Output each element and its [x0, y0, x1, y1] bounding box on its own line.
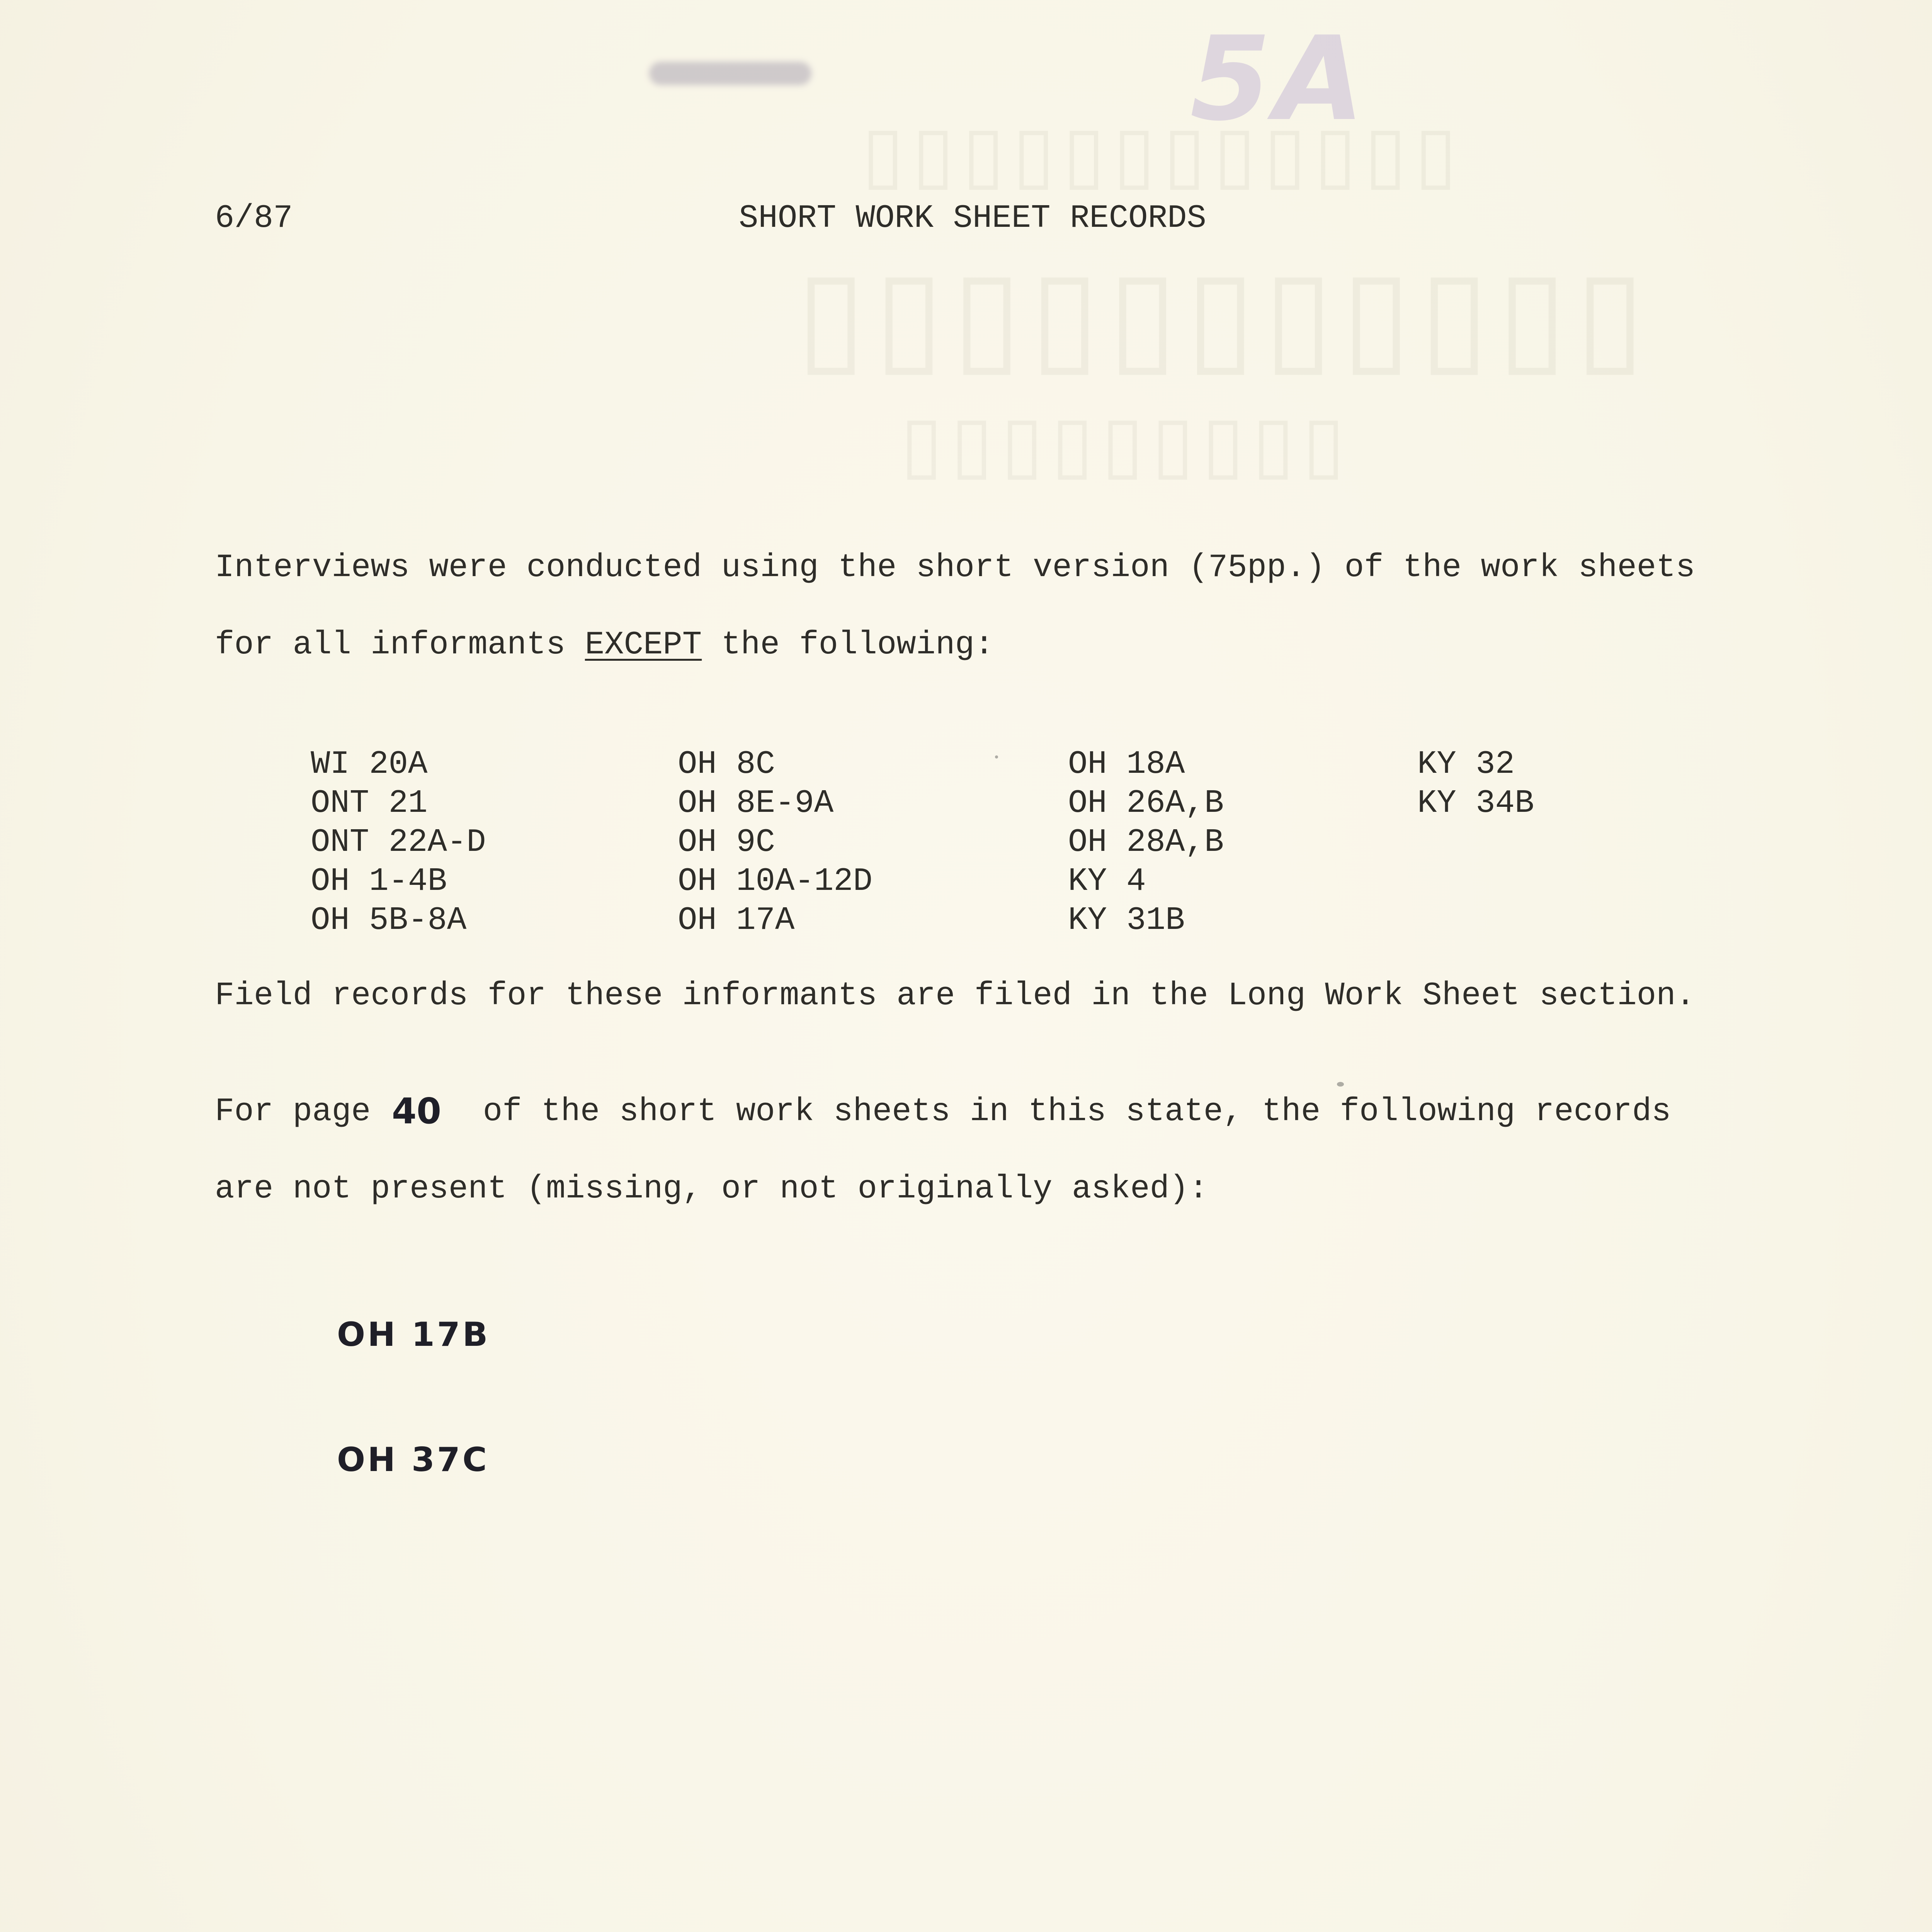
paper-speck — [1337, 1082, 1344, 1087]
exceptions-list — [311, 745, 1547, 946]
page-title: SHORT WORK SHEET RECORDS — [739, 200, 1206, 237]
bleed-through-mark: ▯▯▯▯▯▯▯▯▯ — [900, 402, 1353, 487]
paper-speck — [995, 755, 998, 759]
bleed-through-mark: ▯▯▯▯▯▯▯▯▯▯▯▯ — [862, 112, 1465, 197]
intro-prefix: for all informants — [215, 627, 585, 663]
intro-suffix: the following: — [702, 627, 994, 663]
handwritten-record: OH 37C — [337, 1440, 489, 1479]
faded-stamp: 5A — [1190, 12, 1368, 146]
list-item: OH 5B-8A — [311, 902, 467, 939]
list-item: OH 8E-9A — [678, 785, 834, 822]
list-item: OH 26A,B — [1068, 785, 1224, 822]
missing-suffix: of the short work sheets in this state, the following records — [483, 1094, 1671, 1130]
intro-line-1: Interviews were conducted using the short version (75pp.) of the work sheets — [215, 549, 1696, 586]
exceptions-column — [678, 745, 872, 940]
handwritten-page-number: 40 — [392, 1090, 442, 1132]
list-item: OH 18A — [1068, 746, 1185, 783]
list-item: KY 32 — [1417, 746, 1515, 783]
list-item: OH 28A,B — [1068, 824, 1224, 861]
exceptions-column — [1417, 745, 1534, 823]
list-item: KY 34B — [1417, 785, 1534, 822]
list-item: OH 10A-12D — [678, 863, 873, 900]
except-emphasis: EXCEPT — [585, 627, 702, 663]
missing-records-line-2: are not present (missing, or not originally asked): — [215, 1171, 1208, 1208]
pencil-smudge — [649, 62, 811, 85]
list-item: KY 4 — [1068, 863, 1146, 900]
document-date: 6/87 — [215, 200, 293, 237]
list-item: ONT 22A-D — [311, 824, 486, 861]
list-item: WI 20A — [311, 746, 428, 783]
list-item: OH 8C — [678, 746, 776, 783]
bleed-through-mark: ▯▯▯▯▯▯▯▯▯▯▯ — [796, 246, 1653, 387]
intro-line-2 — [215, 629, 994, 662]
exceptions-column — [311, 745, 486, 940]
list-item: OH 9C — [678, 824, 776, 861]
field-records-note: Field records for these informants are filed in the Long Work Sheet section. — [215, 978, 1696, 1014]
missing-prefix: For page — [215, 1094, 390, 1130]
list-item: OH 17A — [678, 902, 795, 939]
list-item: OH 1-4B — [311, 863, 447, 900]
list-item: KY 31B — [1068, 902, 1185, 939]
list-item: ONT 21 — [311, 785, 428, 822]
handwritten-record: OH 17B — [337, 1315, 490, 1354]
exceptions-column — [1068, 745, 1224, 940]
